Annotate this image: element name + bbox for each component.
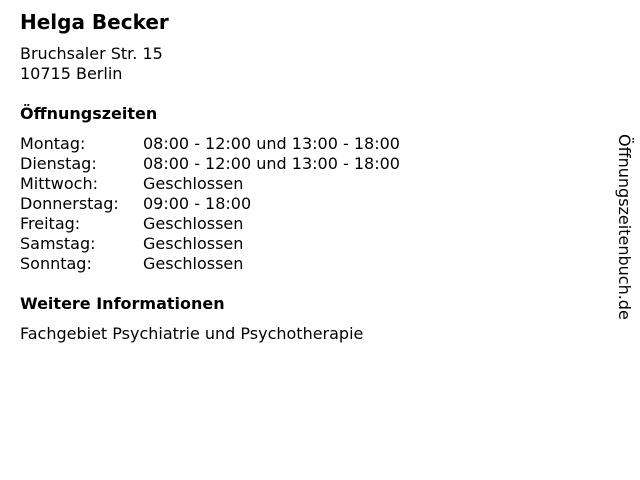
hours-row-tuesday [20, 154, 400, 174]
day-label: Montag: [20, 134, 86, 153]
hours-row-monday [20, 134, 400, 154]
more-info-heading: Weitere Informationen [20, 294, 225, 313]
hours-row-sunday [20, 254, 400, 274]
address-street: Bruchsaler Str. 15 [20, 44, 163, 63]
day-hours: Geschlossen [143, 234, 244, 253]
hours-row-wednesday [20, 174, 400, 194]
day-label: Samstag: [20, 234, 96, 253]
day-hours: Geschlossen [143, 174, 244, 193]
hours-row-thursday [20, 194, 400, 214]
opening-hours-heading: Öffnungszeiten [20, 104, 158, 123]
site-watermark: Öffnungszeitenbuch.de [615, 134, 634, 320]
day-label: Freitag: [20, 214, 81, 233]
opening-hours-table [20, 134, 400, 274]
business-name: Helga Becker [20, 10, 169, 34]
hours-row-friday [20, 214, 400, 234]
more-info-text: Fachgebiet Psychiatrie und Psychotherapie [20, 324, 364, 343]
day-hours: 08:00 - 12:00 und 13:00 - 18:00 [143, 134, 400, 153]
day-label: Sonntag: [20, 254, 92, 273]
day-hours: 09:00 - 18:00 [143, 194, 252, 213]
address-city: 10715 Berlin [20, 64, 123, 83]
day-label: Dienstag: [20, 154, 97, 173]
day-label: Donnerstag: [20, 194, 119, 213]
day-hours: Geschlossen [143, 254, 244, 273]
day-label: Mittwoch: [20, 174, 98, 193]
day-hours: 08:00 - 12:00 und 13:00 - 18:00 [143, 154, 400, 173]
address-block [20, 44, 163, 84]
day-hours: Geschlossen [143, 214, 244, 233]
hours-row-saturday [20, 234, 400, 254]
